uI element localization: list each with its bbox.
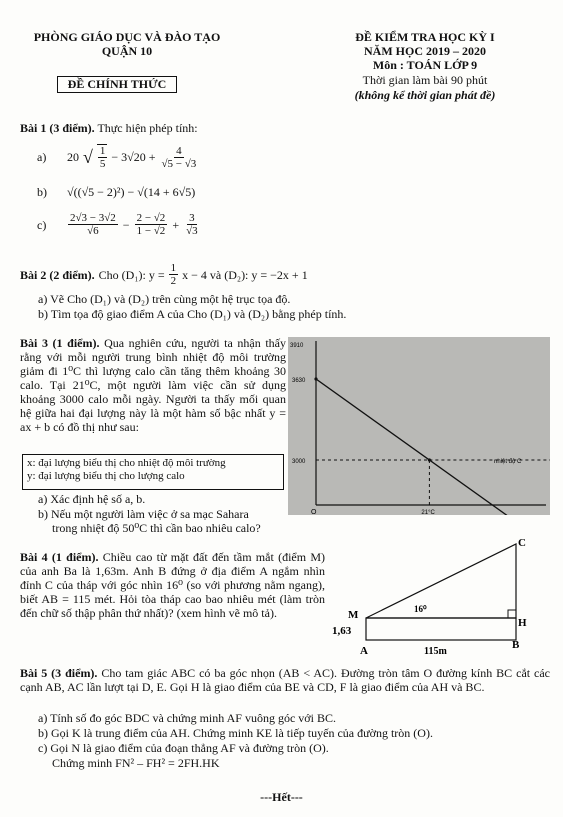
label-h: H: [518, 617, 527, 629]
bai5-title: Bài 5 (3 điểm).: [20, 666, 98, 680]
x-tick-label: 21°C: [421, 510, 435, 515]
bai1-b-label: b): [37, 185, 47, 199]
x-tick-origin: O: [311, 509, 317, 515]
y-top-label: 3910: [290, 343, 304, 349]
bai1-a-coef: 20: [67, 150, 79, 164]
official-badge: ĐỀ CHÍNH THỨC: [57, 76, 177, 93]
bai1-a: a) 20 √ $\frac{1}{5}$ − 3√20 + $\frac{4}{√5 - √3}$: [37, 144, 197, 170]
ground-rect: [366, 618, 516, 640]
school-year: NĂM HỌC 2019 – 2020: [364, 44, 486, 58]
bai4-body: [20, 550, 325, 620]
bai5-a: a) Tính số đo góc BDC và chứng minh AF vuông góc với BC.: [38, 711, 336, 725]
exam-title: ĐỀ KIỂM TRA HỌC KỲ I: [355, 30, 495, 44]
bai2-b: b) Tìm tọa độ giao điểm A của Cho (D₁) và (D₂) bằng phép tính.: [38, 307, 347, 321]
footer-end: ---Hết---: [260, 790, 303, 804]
bai5-text: Cho tam giác ABC có ba góc nhọn (AB < AC). Đường tròn tâm O đường kính BC cắt các cạnh AB, AC lần lượt tại D, E. Gọi H là giao điểm của BE và CD, F là giao điểm của AH và BC.: [20, 666, 551, 694]
chart-background: [288, 337, 550, 515]
bai1-b: [37, 185, 195, 199]
bai3-chart: [288, 337, 550, 515]
bai5-b: b) Gọi K là trung điểm của AH. Chứng minh KE là tiếp tuyến của đường tròn (O).: [38, 726, 433, 740]
bai3-text: Qua nghiên cứu, người ta nhận thấy rằng với mỗi người trung bình nhiệt độ môi trường giảm đi 1⁰C thì lượng calo cần tăng thêm khoảng 30 calo. Tại 21⁰C, một người làm việc cần sử dụng khoảng 3000 calo mỗi ngày. Người ta thấy mối quan hệ giữa hai đại lượng này là một hàm số bậc nhất y = ax + b có đồ thị như sau:: [20, 336, 286, 434]
district-name: QUẬN 10: [101, 44, 153, 58]
duration-note: (không kể thời gian phát đề): [354, 88, 496, 102]
bai2-frac: $\frac{1}{2}$: [170, 262, 177, 287]
bai1-title: Bài 1 (3 điểm).: [20, 121, 95, 135]
label-b: B: [512, 639, 520, 651]
bai1-heading: [20, 121, 540, 135]
right-angle-mark: [508, 610, 516, 618]
subject: Môn : TOÁN LỚP 9: [372, 58, 478, 72]
bai5-c: c) Gọi N là giao điểm của đoạn thẳng AF và đường tròn (O).: [38, 741, 329, 755]
bai4-figure: [332, 538, 554, 658]
label-angle: 16⁰: [414, 604, 427, 614]
bai3-box-y: y: đại lượng biểu thị cho lượng calo: [27, 470, 185, 482]
label-c: C: [518, 538, 526, 549]
bai2-heading: [20, 262, 550, 287]
bai1-a-frac2: $\frac{4}{√5 - √3}$: [161, 144, 197, 170]
label-distance: 115m: [424, 646, 447, 657]
bai1-c-frac3: $\frac{3}{√3}$: [186, 212, 198, 237]
bai3-a: a) Xác định hệ số a, b.: [38, 492, 146, 506]
bai3-body: [20, 336, 286, 434]
bai1-c-frac2: $\frac{2 - √2}{1 - √2}$: [136, 212, 166, 237]
bai3-box-x: x: đại lượng biểu thị cho nhiệt độ môi trường: [27, 457, 226, 469]
y-tick-label: 3000: [292, 459, 306, 465]
duration: Thời gian làm bài 90 phút: [362, 73, 488, 87]
bai1-a-frac1: $\frac{1}{5}$: [97, 144, 108, 170]
bai3-b2: trong nhiệt độ 50⁰C thì cần bao nhiêu calo?: [52, 521, 261, 535]
x-axis-label: nhiệt độ C: [494, 459, 522, 465]
bai4-title: Bài 4 (1 điểm).: [20, 550, 99, 564]
triangle-mch: [366, 544, 516, 618]
bai3-title: Bài 3 (1 điểm).: [20, 336, 100, 350]
bai2-intro: Cho (D₁): y =: [98, 267, 165, 282]
bai3-b1: b) Nếu một người làm việc ở sa mạc Sahara: [38, 507, 249, 521]
bai1-c-label: c): [37, 217, 47, 232]
bai2-a: a) Vẽ Cho (D₁) và (D₂) trên cùng một hệ trục tọa độ.: [38, 292, 291, 306]
label-a: A: [360, 645, 368, 657]
bai1-a-label: a): [37, 150, 47, 164]
bai4-text: Chiều cao từ mặt đất đến tầm mắt (điểm M) của anh Ba là 1,63m. Anh B đứng ở địa điểm A ngắm nhìn đỉnh C của tháp với góc nhìn 16⁰ (so với phương nằm ngang), biết AB = 115 mét. Hỏi tòa tháp cao bao nhiêu mét (làm tròn đến chữ số thập phân thứ nhất)? (xem hình vẽ mô tả).: [20, 550, 326, 620]
data-point: [314, 377, 317, 380]
bai1-a-mid: − 3√20 +: [111, 150, 156, 164]
bai2-title: Bài 2 (2 điểm).: [20, 267, 95, 282]
bai2-intro-rest: x − 4 và (D₂): y = −2x + 1: [182, 267, 308, 282]
bai5-body: [20, 666, 550, 694]
bai3-legend-box: [22, 454, 284, 490]
bai5-c2: Chứng minh FN² – FH² = 2FH.HK: [52, 756, 220, 770]
bai1-b-expr: √((√5 − 2)²) − √(14 + 6√5): [67, 185, 196, 199]
bai1-c-frac1: $\frac{2√3 - 3√2}{√6}$: [70, 212, 116, 237]
label-height: 1,63: [332, 625, 352, 637]
label-m: M: [348, 609, 359, 621]
bai1-prompt: Thực hiện phép tính:: [97, 121, 198, 135]
y-tick-label: 3630: [292, 378, 306, 384]
department-name: PHÒNG GIÁO DỤC VÀ ĐÀO TẠO: [33, 30, 221, 44]
bai1-c: c) $\frac{2√3 - 3√2}{√6}$ − $\frac{2 - √2}{1 - √2}$ + $\frac{3}{√3}$: [37, 212, 198, 237]
